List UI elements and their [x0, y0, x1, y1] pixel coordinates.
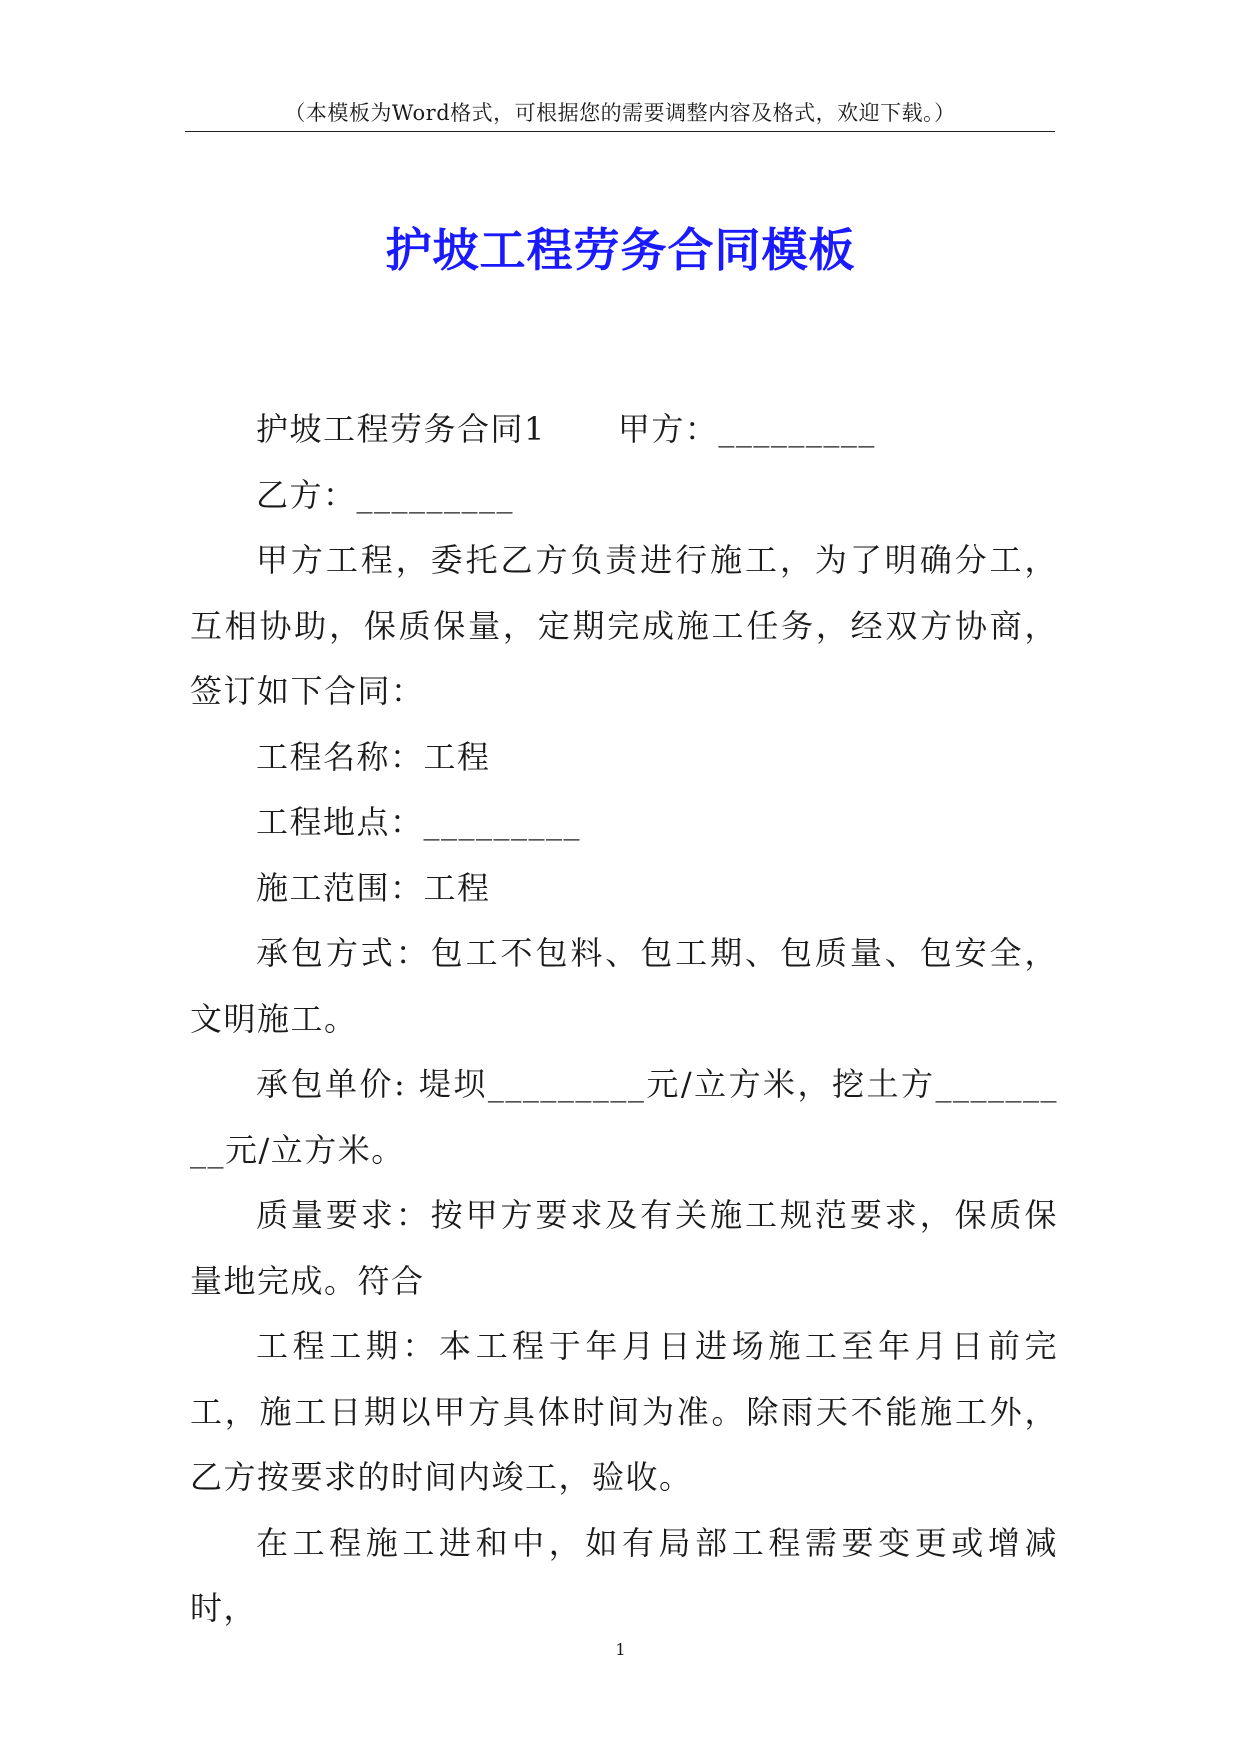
- quality-paragraph: 质量要求：按甲方要求及有关施工规范要求，保质保量地完成。符合: [190, 1196, 1058, 1300]
- project-name-field: 工程名称：工程: [256, 737, 491, 776]
- document-title: 护坡工程劳务合同模板: [385, 223, 856, 277]
- schedule-paragraph: 工程工期：本工程于年月日进场施工至年月日前完工，施工日期以甲方具体时间为准。除雨天不能施工外，乙方按要求的时间内竣工，验收。: [190, 1327, 1058, 1496]
- changes-paragraph: 在工程施工进和中，如有局部工程需要变更或增减时，: [190, 1523, 1058, 1627]
- contract-name-line: [190, 397, 1058, 463]
- header-divider: [185, 131, 1055, 132]
- contract-method-paragraph: 承包方式：包工不包料、包工期、包质量、包安全，文明施工。: [190, 934, 1058, 1038]
- party-a-field: 甲方：_________: [617, 410, 876, 448]
- header-note: （本模板为Word格式，可根据您的需要调整内容及格式，欢迎下载。）: [284, 101, 956, 125]
- unit-price-paragraph: 承包单价: 堤坝_________元/立方米，挖土方_________元/立方米。: [190, 1065, 1058, 1169]
- project-location-field: 工程地点：_________: [256, 803, 582, 841]
- page-number: 1: [615, 1640, 626, 1659]
- document-body: [190, 397, 1058, 1642]
- contract-name: 护坡工程劳务合同1: [256, 410, 546, 448]
- intro-paragraph: 甲方工程，委托乙方负责进行施工，为了明确分工，互相协助，保质保量，定期完成施工任务，经双方协商，签订如下合同：: [190, 541, 1058, 710]
- construction-scope-field: 施工范围：工程: [256, 868, 491, 907]
- party-b-field: 乙方：_________: [256, 475, 515, 514]
